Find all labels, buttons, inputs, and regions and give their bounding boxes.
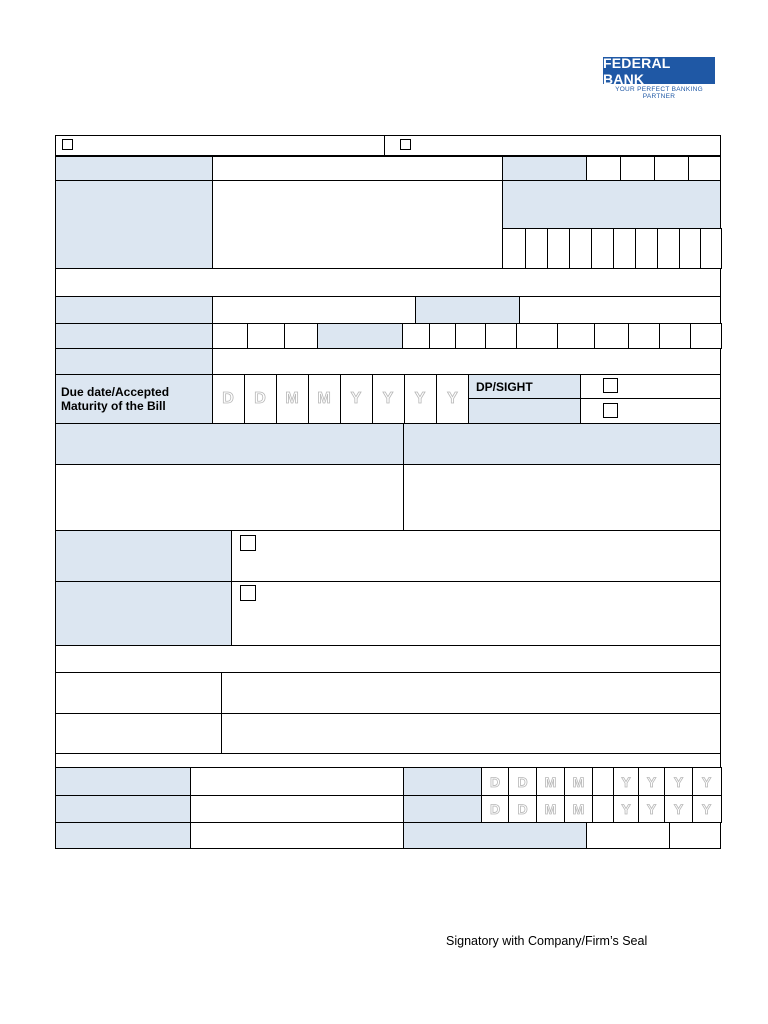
- row6-box[interactable]: [284, 323, 319, 349]
- field-box-2b[interactable]: [620, 156, 655, 181]
- due-date-placeholder: D: [254, 390, 266, 407]
- due-date-placeholder: Y: [350, 390, 362, 407]
- date-placeholder: M: [544, 801, 557, 817]
- field-label-11: [55, 672, 222, 714]
- digit-box[interactable]: [679, 228, 701, 269]
- row6-box[interactable]: [659, 323, 692, 349]
- dp-sight-checkbox[interactable]: [603, 378, 618, 393]
- row6-box[interactable]: [690, 323, 722, 349]
- field-label-13: [55, 767, 191, 796]
- digit-box[interactable]: [547, 228, 570, 269]
- section-input-left[interactable]: [55, 464, 404, 531]
- digit-box[interactable]: [502, 228, 526, 269]
- digit-box[interactable]: [700, 228, 722, 269]
- field-label-3: [55, 180, 213, 269]
- date-placeholder: Y: [621, 801, 631, 817]
- field-label-12: [55, 713, 222, 754]
- field-input-5[interactable]: [212, 296, 416, 324]
- row6-box[interactable]: [455, 323, 487, 349]
- section-header-left: [55, 423, 404, 465]
- row6-box[interactable]: [485, 323, 518, 349]
- date-placeholder: D: [489, 773, 501, 790]
- date-placeholder: M: [572, 773, 585, 790]
- logo-name: FEDERAL BANK: [603, 54, 671, 87]
- field-input-13[interactable]: [190, 767, 404, 796]
- digit-box[interactable]: [525, 228, 548, 269]
- field-label-15: [55, 822, 191, 849]
- field-input-15[interactable]: [190, 822, 404, 849]
- field-label-6: [415, 296, 520, 324]
- date-gap: [592, 767, 614, 796]
- option-right-cell: [384, 135, 721, 156]
- field-input-16a[interactable]: [586, 822, 670, 849]
- dp-sight-label: DP/SIGHT: [476, 380, 533, 394]
- field-box-2d[interactable]: [688, 156, 721, 181]
- signatory-caption: Signatory with Company/Firm’s Seal: [446, 934, 648, 948]
- field-input-14[interactable]: [190, 795, 404, 823]
- digit-box[interactable]: [635, 228, 658, 269]
- field-label-10: [55, 581, 232, 646]
- field-input-12[interactable]: [221, 713, 721, 754]
- field-box-2c[interactable]: [654, 156, 689, 181]
- field-label-7: [55, 323, 213, 349]
- date-placeholder: Y: [646, 773, 657, 790]
- date-placeholder: Y: [646, 801, 657, 817]
- date-label-13: [403, 767, 482, 796]
- field-label-9: [55, 530, 232, 582]
- digit-box[interactable]: [657, 228, 680, 269]
- section-header-right: [403, 423, 721, 465]
- digit-box[interactable]: [569, 228, 592, 269]
- section-input-right[interactable]: [403, 464, 721, 531]
- field-label-5: [55, 296, 213, 324]
- field-label-1: [55, 156, 213, 181]
- option-10-checkbox[interactable]: [240, 585, 256, 601]
- due-date-label: Due date/Accepted Maturity of the Bill: [61, 385, 170, 413]
- field-input-1[interactable]: [212, 156, 503, 181]
- usance-label-cell: [468, 398, 581, 424]
- option-9-checkbox[interactable]: [240, 535, 256, 551]
- row6-box[interactable]: [247, 323, 286, 349]
- option-right-checkbox[interactable]: [400, 139, 411, 150]
- date-placeholder: Y: [621, 773, 631, 790]
- row6-box[interactable]: [628, 323, 661, 349]
- option-left-checkbox[interactable]: [62, 139, 73, 150]
- digit-box[interactable]: [591, 228, 614, 269]
- field-input-9: [231, 530, 721, 582]
- date-placeholder: M: [572, 801, 585, 817]
- field-input-16b[interactable]: [669, 822, 721, 849]
- date-placeholder: D: [517, 773, 528, 790]
- usance-option-cell: [580, 398, 721, 424]
- due-date-placeholder: D: [222, 390, 234, 407]
- field-input-3[interactable]: [212, 180, 503, 269]
- row6-box[interactable]: [557, 323, 596, 349]
- option-left-cell: [55, 135, 385, 156]
- row6-box[interactable]: [402, 323, 431, 349]
- field-label-2: [502, 156, 587, 181]
- due-date-placeholder: Y: [447, 390, 458, 407]
- row6-box[interactable]: [429, 323, 457, 349]
- federal-bank-logo: [603, 54, 715, 87]
- field-input-11[interactable]: [221, 672, 721, 714]
- due-date-placeholder: M: [317, 390, 331, 407]
- full-width-row-2: [55, 645, 721, 673]
- row6-label-box: [317, 323, 404, 349]
- dp-sight-option-cell: [580, 374, 721, 399]
- field-input-10: [231, 581, 721, 646]
- field-input-8[interactable]: [212, 348, 721, 375]
- field-label-4: [502, 180, 721, 229]
- field-label-14: [55, 795, 191, 823]
- row6-box[interactable]: [212, 323, 249, 349]
- date-placeholder: M: [544, 773, 557, 790]
- date-placeholder: Y: [673, 773, 684, 790]
- date-placeholder: D: [489, 801, 501, 817]
- full-width-row-1: [55, 268, 721, 297]
- digit-box[interactable]: [613, 228, 636, 269]
- logo-tagline: YOUR PERFECT BANKING PARTNER: [615, 86, 703, 100]
- usance-checkbox[interactable]: [603, 403, 618, 418]
- field-box-2a[interactable]: [586, 156, 621, 181]
- row6-box[interactable]: [594, 323, 630, 349]
- date-label-14: [403, 795, 482, 823]
- due-date-placeholder: Y: [414, 390, 426, 407]
- due-date-placeholder: Y: [382, 390, 394, 407]
- spacer-row: [55, 753, 721, 768]
- field-input-6[interactable]: [519, 296, 721, 324]
- field-label-16: [403, 822, 587, 849]
- date-placeholder: D: [517, 801, 528, 817]
- row6-box[interactable]: [516, 323, 559, 349]
- date-placeholder: Y: [701, 773, 712, 790]
- due-date-placeholder: M: [285, 390, 299, 407]
- date-placeholder: Y: [673, 801, 684, 817]
- field-label-8: [55, 348, 213, 375]
- date-placeholder: Y: [701, 801, 712, 817]
- date-gap: [592, 795, 614, 823]
